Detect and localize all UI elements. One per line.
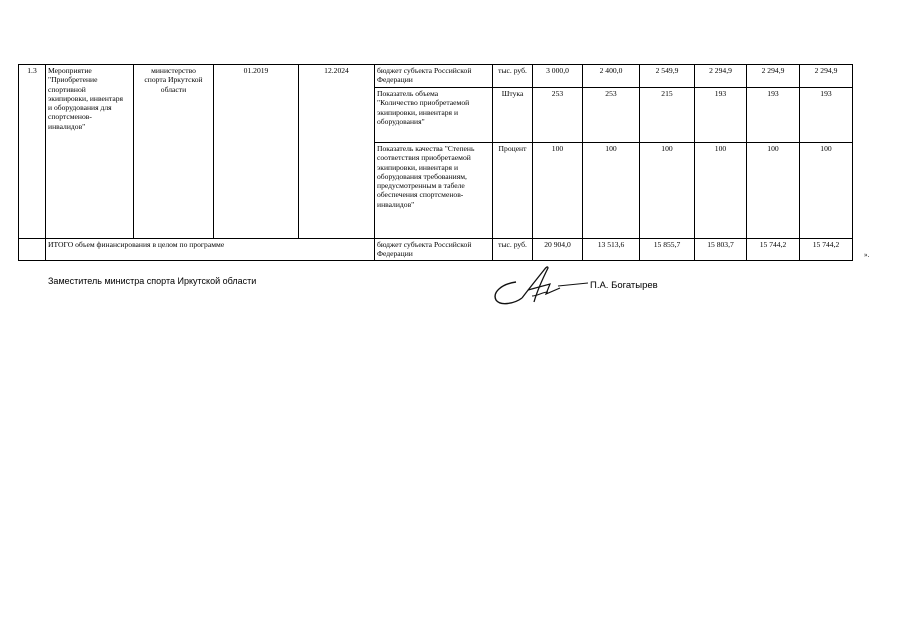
total-value-cell: 15 744,2: [800, 239, 853, 261]
value-cell: 253: [533, 88, 583, 143]
total-row: [19, 239, 853, 261]
row-index-cell: 1.3: [19, 65, 46, 239]
indicator-quality-cell: Показатель качества "Степень соответствия приобретаемой экипировки, инвентаря и оборудования требованиям, предусмотренным в табеле обеспечения спортсменов- инвалидов": [375, 143, 493, 239]
total-value-cell: 20 904,0: [533, 239, 583, 261]
executor-cell: министерство спорта Иркутской области: [134, 65, 214, 239]
value-cell: 2 294,9: [747, 65, 800, 88]
value-cell: 193: [800, 88, 853, 143]
source-cell: бюджет субъекта Российской Федерации: [375, 239, 493, 261]
total-value-cell: 15 855,7: [640, 239, 695, 261]
total-label-cell: ИТОГО объем финансирования в целом по программе: [46, 239, 375, 261]
value-cell: 100: [640, 143, 695, 239]
indicator-volume-cell: Показатель объема "Количество приобретаемой экипировки, инвентаря и оборудования": [375, 88, 493, 143]
value-cell: 100: [583, 143, 640, 239]
unit-cell: Штука: [493, 88, 533, 143]
total-value-cell: 15 803,7: [695, 239, 747, 261]
value-cell: 2 400,0: [583, 65, 640, 88]
value-cell: 3 000,0: [533, 65, 583, 88]
table-row: [19, 65, 853, 88]
signer-name: П.А. Богатырев: [590, 280, 658, 291]
unit-cell: тыс. руб.: [493, 239, 533, 261]
start-date-cell: 01.2019: [214, 65, 299, 239]
unit-cell: Процент: [493, 143, 533, 239]
value-cell: 100: [695, 143, 747, 239]
value-cell: 193: [747, 88, 800, 143]
unit-cell: тыс. руб.: [493, 65, 533, 88]
total-value-cell: 15 744,2: [747, 239, 800, 261]
measure-name-cell: Мероприятие "Приобретение спортивной экипировки, инвентаря и оборудования для спортсменов- инвалидов": [46, 65, 134, 239]
handwritten-signature: [488, 262, 588, 310]
empty-cell: [19, 239, 46, 261]
value-cell: 100: [533, 143, 583, 239]
value-cell: 215: [640, 88, 695, 143]
value-cell: 100: [800, 143, 853, 239]
value-cell: 253: [583, 88, 640, 143]
signer-title: Заместитель министра спорта Иркутской области: [48, 276, 257, 286]
value-cell: 193: [695, 88, 747, 143]
source-cell: бюджет субъекта Российской Федерации: [375, 65, 493, 88]
financing-table: [18, 64, 853, 261]
value-cell: 2 549,9: [640, 65, 695, 88]
value-cell: 2 294,9: [695, 65, 747, 88]
closing-quote-mark: ».: [864, 251, 870, 259]
value-cell: 100: [747, 143, 800, 239]
total-value-cell: 13 513,6: [583, 239, 640, 261]
end-date-cell: 12.2024: [299, 65, 375, 239]
value-cell: 2 294,9: [800, 65, 853, 88]
